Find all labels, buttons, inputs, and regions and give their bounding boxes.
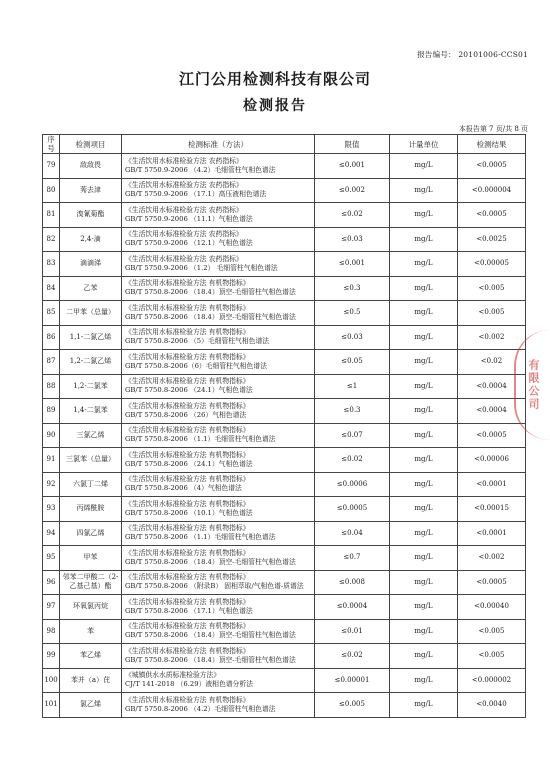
row-item: 丙烯酰胺 <box>60 497 122 522</box>
standard-method: GB/T 5750.8-2006 （4.2）毛细管柱气相色谱法 <box>125 704 276 713</box>
row-standard <box>122 644 315 669</box>
col-header-standard: 检测标准（方法） <box>122 135 315 154</box>
row-unit: mg/L <box>390 521 458 546</box>
standard-method: GB/T 5750.8-2006 （18.4）顶空-毛细管柱气相色谱法 <box>125 557 296 566</box>
row-result: <0.000002 <box>458 668 526 693</box>
table-row <box>43 301 526 326</box>
row-result: <0.0005 <box>458 570 526 595</box>
standard-name: 《城镇供水水质标准检验方法》 <box>125 671 221 680</box>
standard-method: GB/T 5750.8-2006 （26）气相色谱法 <box>125 410 247 419</box>
row-unit: mg/L <box>390 252 458 277</box>
table-row <box>43 546 526 571</box>
row-seq: 80 <box>43 178 60 203</box>
row-result: <0.02 <box>458 350 526 375</box>
row-seq: 86 <box>43 325 60 350</box>
row-seq: 83 <box>43 252 60 277</box>
row-item: 甲苯 <box>60 546 122 571</box>
row-item: 2,4-滴 <box>60 227 122 252</box>
row-limit: ≤0.7 <box>315 546 390 571</box>
row-result: <0.002 <box>458 546 526 571</box>
row-seq: 101 <box>43 693 60 718</box>
standard-method: GB/T 5750.8-2006 （10.1）气相色谱法 <box>125 508 253 517</box>
standard-method: GB/T 5750.9-2006 （17.1）高压液相色谱法 <box>125 190 267 199</box>
row-limit: ≤0.3 <box>315 399 390 424</box>
col-header-seq: 序号 <box>43 135 60 154</box>
row-item: 四氯乙烯 <box>60 521 122 546</box>
standard-name: 《生活饮用水标准检验方法 有机物指标》 <box>125 524 250 533</box>
standard-name: 《生活饮用水标准检验方法 农药指标》 <box>125 254 243 263</box>
row-result: <0.00015 <box>458 497 526 522</box>
row-standard <box>122 693 315 718</box>
standard-name: 《生活饮用水标准检验方法 有机物指标》 <box>125 597 250 606</box>
standard-method: GB/T 5750.8-2006 （4）气相色谱法 <box>125 484 242 493</box>
row-item: 滴滴涕 <box>60 252 122 277</box>
row-limit: ≤0.03 <box>315 227 390 252</box>
company-seal: 有限公司 <box>514 330 550 440</box>
row-unit: mg/L <box>390 227 458 252</box>
standard-name: 《生活饮用水标准检验方法 有机物指标》 <box>125 548 250 557</box>
standard-name: 《生活饮用水标准检验方法 有机物指标》 <box>125 352 250 361</box>
table-row <box>43 252 526 277</box>
row-item: 环氧氯丙烷 <box>60 595 122 620</box>
row-standard <box>122 472 315 497</box>
page-info: 本报告第 7 页/共 8 页 <box>458 125 528 133</box>
standard-name: 《生活饮用水标准检验方法 有机物指标》 <box>125 646 250 655</box>
row-seq: 93 <box>43 497 60 522</box>
table-body <box>43 154 526 718</box>
standard-method: GB/T 5750.8-2006 （24.1）气相色谱法 <box>125 386 253 395</box>
row-result: <0.0004 <box>458 374 526 399</box>
row-item: 1,2-二氯苯 <box>60 374 122 399</box>
row-unit: mg/L <box>390 203 458 228</box>
standard-method: GB/T 5750.8-2006 （1.1）毛细管柱气相色谱法 <box>125 435 276 444</box>
table-row <box>43 448 526 473</box>
row-result: <0.00005 <box>458 252 526 277</box>
row-standard <box>122 497 315 522</box>
row-limit: ≤0.02 <box>315 644 390 669</box>
standard-method: GB/T 5750.8-2006 （5）毛细管柱气相色谱法 <box>125 337 270 346</box>
row-seq: 92 <box>43 472 60 497</box>
table-row <box>43 619 526 644</box>
standard-method: GB/T 5750.8-2006 （附录B） 固相萃取/气相色谱-质谱法 <box>125 582 304 591</box>
standard-name: 《生活饮用水标准检验方法 有机物指标》 <box>125 475 250 484</box>
standard-method: GB/T 5750.8-2006 （18.4）顶空-毛细管柱气相色谱法 <box>125 312 296 321</box>
table-row <box>43 178 526 203</box>
row-unit: mg/L <box>390 178 458 203</box>
report-title: 检测报告 <box>243 98 307 114</box>
row-unit: mg/L <box>390 595 458 620</box>
row-standard <box>122 423 315 448</box>
row-limit: ≤0.0004 <box>315 595 390 620</box>
standard-name: 《生活饮用水标准检验方法 农药指标》 <box>125 230 243 239</box>
row-limit: ≤1 <box>315 374 390 399</box>
row-seq: 85 <box>43 301 60 326</box>
row-item: 敌敌畏 <box>60 154 122 179</box>
row-seq: 96 <box>43 570 60 595</box>
standard-method: GB/T 5750.8-2006 （1.1）毛细管柱气相色谱法 <box>125 533 276 542</box>
row-item: 乙苯 <box>60 276 122 301</box>
row-unit: mg/L <box>390 276 458 301</box>
row-seq: 88 <box>43 374 60 399</box>
col-header-limit: 限值 <box>315 135 390 154</box>
row-limit: ≤0.04 <box>315 521 390 546</box>
row-seq: 79 <box>43 154 60 179</box>
standard-method: GB/T 5750.8-2006 （17.1）气相色谱法 <box>125 606 253 615</box>
row-standard <box>122 448 315 473</box>
standard-name: 《生活饮用水标准检验方法 有机物指标》 <box>125 499 250 508</box>
row-item: 苯 <box>60 619 122 644</box>
row-standard <box>122 570 315 595</box>
row-standard <box>122 668 315 693</box>
row-standard <box>122 203 315 228</box>
row-seq: 100 <box>43 668 60 693</box>
table-row <box>43 325 526 350</box>
col-header-result: 检测结果 <box>458 135 526 154</box>
standard-method: GB/T 5750.8-2006 （18.4）顶空-毛细管柱气相色谱法 <box>125 631 296 640</box>
row-seq: 94 <box>43 521 60 546</box>
table-row <box>43 399 526 424</box>
row-limit: ≤0.03 <box>315 325 390 350</box>
standard-method: GB/T 5750.8-2006（6）毛细管柱气相色谱法 <box>125 361 267 370</box>
row-result: <0.005 <box>458 301 526 326</box>
row-standard <box>122 350 315 375</box>
row-limit: ≤0.02 <box>315 203 390 228</box>
row-standard <box>122 301 315 326</box>
row-unit: mg/L <box>390 644 458 669</box>
table-row <box>43 203 526 228</box>
row-standard <box>122 325 315 350</box>
row-unit: mg/L <box>390 423 458 448</box>
row-standard <box>122 227 315 252</box>
row-unit: mg/L <box>390 570 458 595</box>
row-unit: mg/L <box>390 374 458 399</box>
row-seq: 99 <box>43 644 60 669</box>
row-item: 1,4-二氯苯 <box>60 399 122 424</box>
row-standard <box>122 374 315 399</box>
row-unit: mg/L <box>390 154 458 179</box>
table-row <box>43 423 526 448</box>
row-item: 1,1-二氯乙烯 <box>60 325 122 350</box>
row-result: <0.00006 <box>458 448 526 473</box>
standard-name: 《生活饮用水标准检验方法 有机物指标》 <box>125 401 250 410</box>
row-unit: mg/L <box>390 693 458 718</box>
table-header-row <box>43 135 526 154</box>
row-seq: 90 <box>43 423 60 448</box>
row-result: <0.002 <box>458 325 526 350</box>
row-unit: mg/L <box>390 448 458 473</box>
row-unit: mg/L <box>390 325 458 350</box>
standard-name: 《生活饮用水标准检验方法 有机物指标》 <box>125 426 250 435</box>
standard-name: 《生活饮用水标准检验方法 农药指标》 <box>125 181 243 190</box>
row-result: <0.0005 <box>458 154 526 179</box>
table-row <box>43 570 526 595</box>
table-row <box>43 276 526 301</box>
row-item: 三氯苯（总量） <box>60 448 122 473</box>
standard-name: 《生活饮用水标准检验方法 农药指标》 <box>125 156 243 165</box>
row-item: 六氯丁二烯 <box>60 472 122 497</box>
row-seq: 91 <box>43 448 60 473</box>
standard-name: 《生活饮用水标准检验方法 农药指标》 <box>125 205 243 214</box>
row-seq: 81 <box>43 203 60 228</box>
row-item: 三氯乙烯 <box>60 423 122 448</box>
report-number: 报告编号： 20101006-CCS01 <box>417 50 528 59</box>
row-limit: ≤0.001 <box>315 154 390 179</box>
row-limit: ≤0.008 <box>315 570 390 595</box>
table-row <box>43 644 526 669</box>
row-result: <0.005 <box>458 276 526 301</box>
row-result: <0.0001 <box>458 521 526 546</box>
table-row <box>43 154 526 179</box>
row-item: 1,2-二氯乙烯 <box>60 350 122 375</box>
row-limit: ≤0.5 <box>315 301 390 326</box>
row-standard <box>122 521 315 546</box>
table-row <box>43 472 526 497</box>
table-row <box>43 374 526 399</box>
row-standard <box>122 178 315 203</box>
row-item: 溴氰菊酯 <box>60 203 122 228</box>
standard-method: GB/T 5750.8-2006 （18.4）顶空-毛细管柱气相色谱法 <box>125 655 296 664</box>
row-item: 苯乙烯 <box>60 644 122 669</box>
standard-method: GB/T 5750.8-2006 （18.4）顶空-毛细管柱气相色谱法 <box>125 288 296 297</box>
row-unit: mg/L <box>390 619 458 644</box>
row-limit: ≤0.0006 <box>315 472 390 497</box>
standard-method: GB/T 5750.9-2006 （12.1）气相色谱法 <box>125 239 253 248</box>
row-seq: 87 <box>43 350 60 375</box>
row-standard <box>122 399 315 424</box>
standard-method: GB/T 5750.9-2006 （1.2） 毛细管柱气相色谱法 <box>125 263 278 272</box>
standard-name: 《生活饮用水标准检验方法 有机物指标》 <box>125 303 250 312</box>
col-header-item: 检测项目 <box>60 135 122 154</box>
row-limit: ≤0.01 <box>315 619 390 644</box>
row-standard <box>122 546 315 571</box>
row-item: 莠去津 <box>60 178 122 203</box>
row-seq: 84 <box>43 276 60 301</box>
row-result: <0.0001 <box>458 472 526 497</box>
row-result: <0.000004 <box>458 178 526 203</box>
row-limit: ≤0.005 <box>315 693 390 718</box>
row-unit: mg/L <box>390 301 458 326</box>
row-seq: 98 <box>43 619 60 644</box>
row-unit: mg/L <box>390 668 458 693</box>
standard-name: 《生活饮用水标准检验方法 有机物指标》 <box>125 377 250 386</box>
standard-name: 《生活饮用水标准检验方法 有机物指标》 <box>125 328 250 337</box>
standard-method: GB/T 5750.8-2006 （24.1）气相色谱法 <box>125 459 253 468</box>
table-row <box>43 497 526 522</box>
row-standard <box>122 619 315 644</box>
row-limit: ≤0.001 <box>315 252 390 277</box>
row-seq: 95 <box>43 546 60 571</box>
row-limit: ≤0.02 <box>315 448 390 473</box>
standard-name: 《生活饮用水标准检验方法 有机物指标》 <box>125 695 250 704</box>
row-result: <0.0005 <box>458 203 526 228</box>
row-limit: ≤0.3 <box>315 276 390 301</box>
row-limit: ≤0.00001 <box>315 668 390 693</box>
standard-name: 《生活饮用水标准检验方法 有机物指标》 <box>125 279 250 288</box>
row-limit: ≤0.002 <box>315 178 390 203</box>
standard-name: 《生活饮用水标准检验方法 有机物指标》 <box>125 573 250 582</box>
row-seq: 82 <box>43 227 60 252</box>
row-unit: mg/L <box>390 350 458 375</box>
row-seq: 89 <box>43 399 60 424</box>
row-standard <box>122 252 315 277</box>
row-standard <box>122 154 315 179</box>
row-limit: ≤0.0005 <box>315 497 390 522</box>
table-row <box>43 521 526 546</box>
row-result: <0.0025 <box>458 227 526 252</box>
row-item: 氯乙烯 <box>60 693 122 718</box>
table-row <box>43 350 526 375</box>
row-result: <0.00040 <box>458 595 526 620</box>
row-standard <box>122 276 315 301</box>
results-table <box>42 134 526 718</box>
row-seq: 97 <box>43 595 60 620</box>
standard-method: GB/T 5750.9-2006 （11.1）气相色谱法 <box>125 214 253 223</box>
row-result: <0.0005 <box>458 423 526 448</box>
row-item: 邻苯二甲酸二（2-乙基己基）酯 <box>60 570 122 595</box>
row-unit: mg/L <box>390 472 458 497</box>
row-standard <box>122 595 315 620</box>
table-row <box>43 595 526 620</box>
row-limit: ≤0.05 <box>315 350 390 375</box>
table-row <box>43 693 526 718</box>
standard-method: CJ/T 141-2018 （6.29）液相色谱分析法 <box>125 680 253 689</box>
row-unit: mg/L <box>390 497 458 522</box>
row-result: <0.005 <box>458 644 526 669</box>
table-row <box>43 227 526 252</box>
company-name: 江门公用检测科技有限公司 <box>178 70 371 88</box>
row-result: <0.005 <box>458 619 526 644</box>
row-unit: mg/L <box>390 546 458 571</box>
col-header-unit: 计量单位 <box>390 135 458 154</box>
row-result: <0.0004 <box>458 399 526 424</box>
table-row <box>43 668 526 693</box>
row-item: 二甲苯（总量） <box>60 301 122 326</box>
row-unit: mg/L <box>390 399 458 424</box>
standard-name: 《生活饮用水标准检验方法 有机物指标》 <box>125 622 250 631</box>
standard-method: GB/T 5750.9-2006 （4.2）毛细管柱气相色谱法 <box>125 165 276 174</box>
row-result: <0.0040 <box>458 693 526 718</box>
row-limit: ≤0.07 <box>315 423 390 448</box>
row-item: 苯并（a）芘 <box>60 668 122 693</box>
standard-name: 《生活饮用水标准检验方法 有机物指标》 <box>125 450 250 459</box>
